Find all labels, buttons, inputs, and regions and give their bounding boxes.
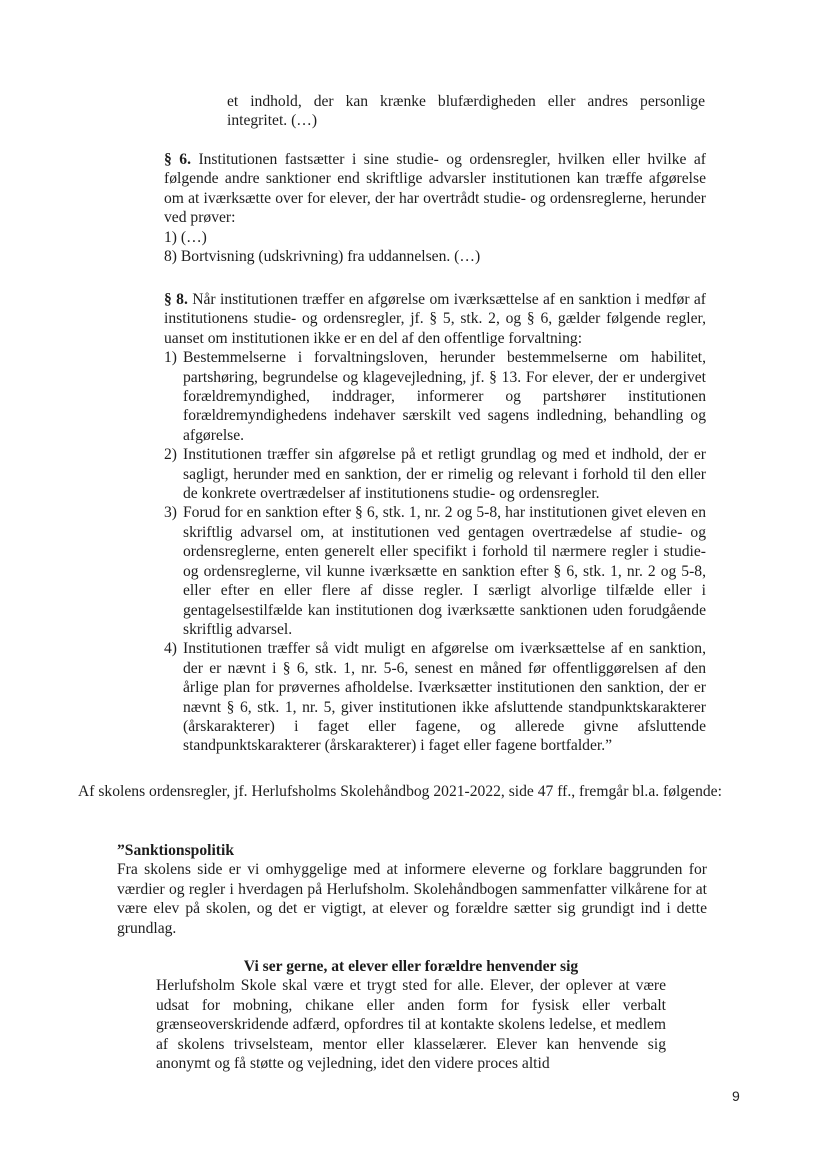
list-item-number: 1) bbox=[164, 349, 177, 367]
quote-continuation bbox=[227, 92, 705, 131]
sanktionspolitik bbox=[117, 841, 707, 938]
list-item bbox=[164, 503, 706, 639]
list-item-text: Bestemmelserne i forvaltningsloven, herunder bestemmelserne om habilitet, partshøring, begrundelse og klagevejledning, jf. § 13. For elever, der er undergivet forældremyndighed, inddrager, informerer og partshører institutionen forældremyndighedens indehaver særskilt ved sagens indledning, behandling og afgørelse. bbox=[183, 349, 706, 444]
section-6-label: § 6. bbox=[164, 151, 191, 168]
intro-text: Af skolens ordensregler, jf. Herlufsholms Skolehåndbog 2021-2022, side 47 ff., fremgår bl.a. følgende: bbox=[78, 783, 722, 800]
henvender-text: Herlufsholm Skole skal være et trygt sted for alle. Elever, der oplever at være udsat for mobning, chikane eller anden form for fysisk eller verbalt grænseoverskridende adfærd, opfordres til at kontakte skolens ledelse, et medlem af skolens trivselsteam, mentor eller klasselærer. Elever kan henvende sig anonymt og få støtte og vejledning, idet den videre proces altid bbox=[156, 977, 666, 1073]
list-item-number: 4) bbox=[164, 640, 177, 658]
section-8-list bbox=[164, 348, 706, 756]
henvender-heading: Vi ser gerne, at elever eller forældre henvender sig bbox=[243, 958, 579, 975]
quote-line-2: integritet. (…) bbox=[227, 112, 318, 130]
section-6-body: Institutionen fastsætter i sine studie- og ordensregler, hvilken eller hvilke af følgende andre sanktioner end skriftlige advarsler institutionen kan træffe afgørelse om at iværksætte over for elever, der har overtrådt studie- og ordensreglerne, herunder ved prøver: bbox=[164, 151, 707, 227]
henvender-section bbox=[156, 957, 666, 1073]
sanktionspolitik-heading: ”Sanktionspolitik bbox=[117, 842, 235, 859]
section-6 bbox=[164, 150, 706, 266]
list-item-number: 2) bbox=[164, 446, 177, 464]
section-6-item-1: 1) (…) bbox=[164, 228, 207, 246]
list-item-text: Forud for en sanktion efter § 6, stk. 1, nr. 2 og 5-8, har institutionen givet eleven en skriftlig advarsel om, at institutionen ved gentagen overtrædelse af studie- og ordensreglerne, enten generelt eller specifikt i forhold til nærmere regler i studie- og ordensreglerne, vil kunne iværksætte en sanktion efter § 6, stk. 1, nr. 2 og 5-8, eller efter en eller flere af disse regler. I særligt alvorlige tilfælde eller i gentagelsestilfælde kan institutionen dog iværksætte sanktionen uden forudgående skriftlig advarsel. bbox=[183, 504, 706, 638]
list-item-text: Institutionen træffer så vidt muligt en afgørelse om iværksættelse af en sanktion, der er nævnt i § 6, stk. 1, nr. 5-6, senest en måned før offentliggørelsen af den årlige plan for prøvernes afholdelse. Iværksætter institutionen den sanktion, der er nævnt § 6, stk. 1, nr. 5, giver institutionen ikke afsluttende standpunktskarakterer (årskarakterer) i faget eller fagene, og allerede givne afsluttende standpunktskarakterer (årskarakterer) i faget eller fagene bortfalder.” bbox=[183, 640, 706, 755]
section-6-item-8: 8) Bortvisning (udskrivning) fra uddannelsen. (…) bbox=[164, 248, 481, 266]
section-8-body: Når institutionen træffer en afgørelse om iværksættelse af en sanktion i medfør af institutionens studie- og ordensregler, jf. § 5, stk. 2, og § 6, gælder følgende regler, uanset om institutionen ikke er en del af den offentlige forvaltning: bbox=[164, 291, 707, 347]
page-number: 9 bbox=[732, 1088, 740, 1104]
intro-paragraph bbox=[78, 782, 748, 801]
section-8-text bbox=[164, 290, 706, 348]
section-6-text bbox=[164, 150, 706, 228]
list-item-text: Institutionen træffer sin afgørelse på et retligt grundlag og med et indhold, der er sagligt, herunder med en sanktion, der er rimelig og relevant i forhold til den eller de konkrete overtrædelser af institutionens studie- og ordensregler. bbox=[183, 446, 706, 503]
section-8 bbox=[164, 290, 706, 756]
list-item-number: 3) bbox=[164, 504, 177, 522]
sanktionspolitik-text: Fra skolens side er vi omhyggelige med at informere eleverne og forklare baggrunden for værdier og regler i hverdagen på Herlufsholm. Skolehåndbogen sammenfatter vilkårene for at være elev på skolen, og det er vigtigt, at elever og forældre sætter sig grundigt ind i dette grundlag. bbox=[117, 861, 707, 937]
list-item bbox=[164, 445, 706, 503]
section-8-label: § 8. bbox=[164, 291, 188, 308]
quote-line-1: et indhold, der kan krænke blufærdigheden eller andres personlige bbox=[227, 93, 705, 110]
list-item bbox=[164, 348, 706, 445]
list-item bbox=[164, 639, 706, 755]
